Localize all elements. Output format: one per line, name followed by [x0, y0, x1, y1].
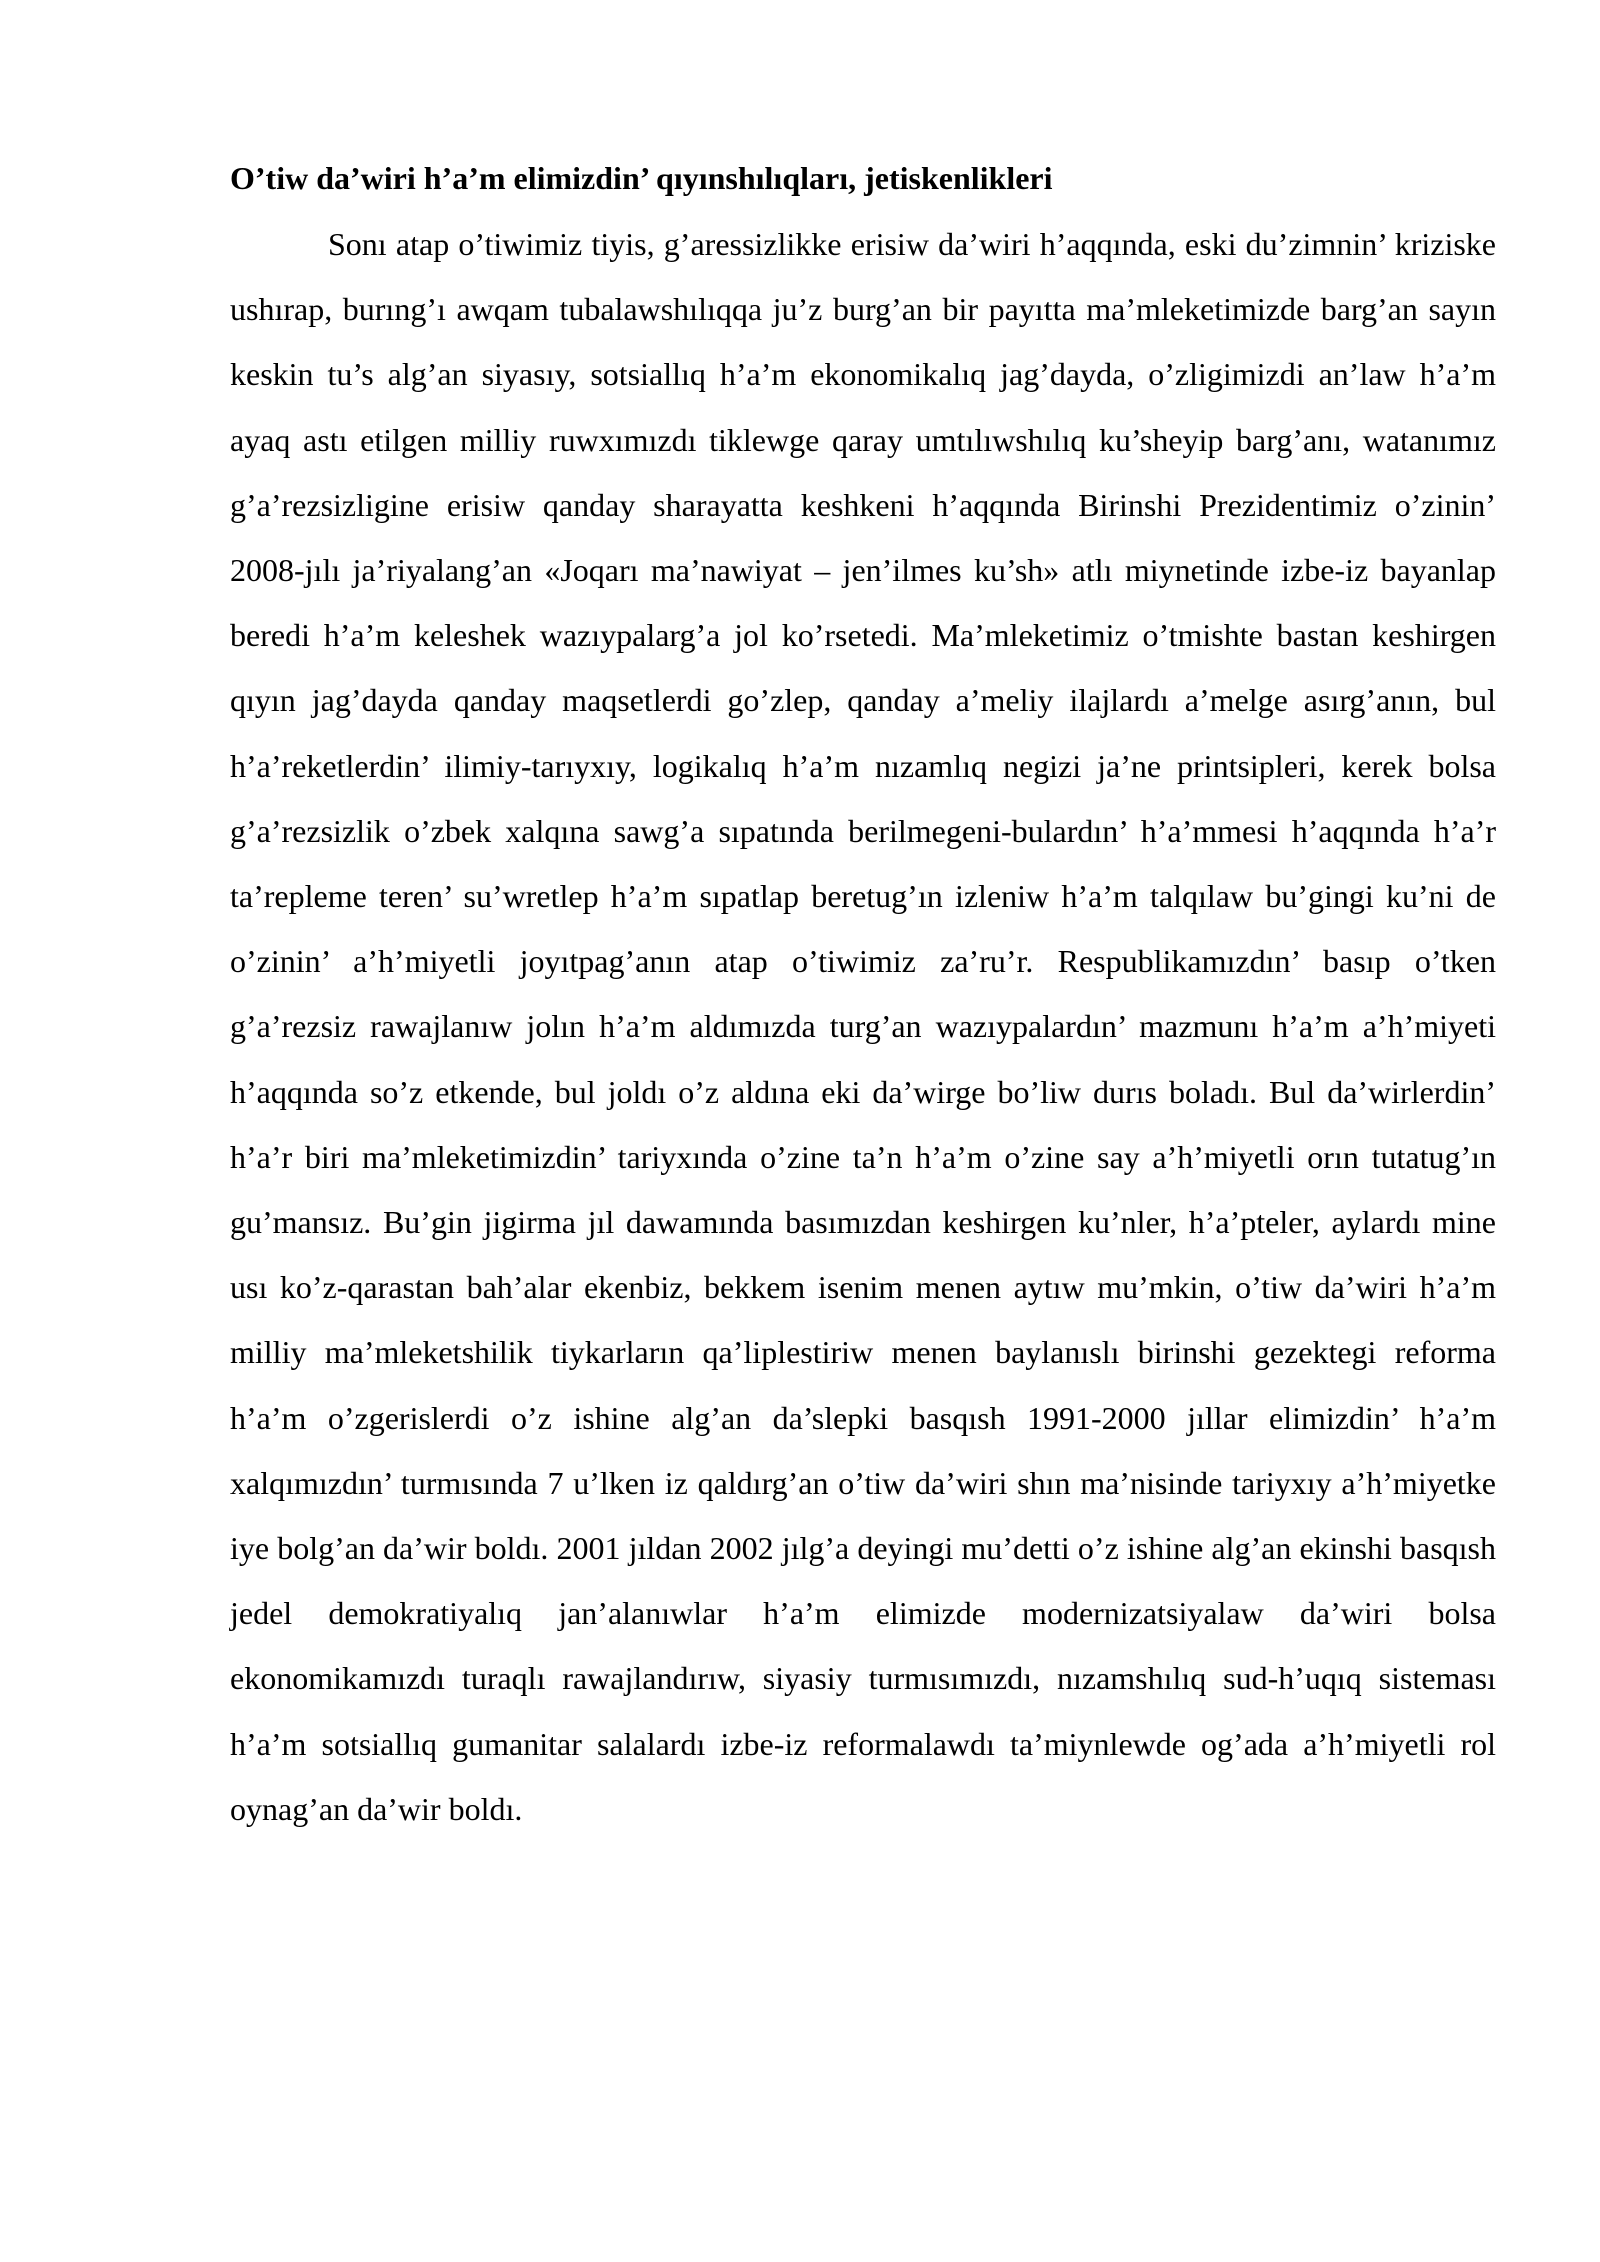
section-heading: O’tiw da’wiri h’a’m elimizdin’ qıyınshılıqları, jetiskenlikleri	[230, 160, 1053, 196]
body-paragraph: Sonı atap o’tiwimiz tiyis, g’aressizlikke erisiw da’wiri h’aqqında, eski du’zimnin’ kriziske ushırap, burıng’ı awqam tubalawshılıqqa ju’z burg’an bir payıtta ma’mleketimizde barg’an sayın keskin tu’s alg’an siyasıy, sotsiallıq h’a’m ekonomikalıq jag’dayda, o’zligimizdi an’law h’a’m ayaq astı etilgen milliy ruwxımızdı tiklewge qaray umtılıwshılıq ku’sheyip barg’anı, watanımız g’a’rezsizligine erisiw qanday sharayatta keshkeni h’aqqında Birinshi Prezidentimiz o’zinin’ 2008-jılı ja’riyalang’an «Joqarı ma’nawiyat – jen’ilmes ku’sh» atlı miynetinde izbe-iz bayanlap beredi h’a’m keleshek wazıypalarg’a jol ko’rsetedi. Ma’mleketimiz o’tmishte bastan keshirgen qıyın jag’dayda qanday maqsetlerdi go’zlep, qanday a’meliy ilajlardı a’melge asırg’anın, bul h’a’reketlerdin’ ilimiy-tarıyxıy, logikalıq h’a’m nızamlıq negizi ja’ne printsipleri, kerek bolsa g’a’rezsizlik o’zbek xalqına sawg’a sıpatında berilmegeni-bulardın’ h’a’mmesi h’aqqında h’a’r ta’repleme teren’ su’wretlep h’a’m sıpatlap beretug’ın izleniw h’a’m talqılaw bu’gingi ku’ni de o’zinin’ a’h’miyetli joyıtpag’anın atap o’tiwimiz za’ru’r. Respublikamızdın’ basıp o’tken g’a’rezsiz rawajlanıw jolın h’a’m aldımızda turg’an wazıypalardın’ mazmunı h’a’m a’h’miyeti h’aqqında so’z etkende, bul joldı o’z aldına eki da’wirge bo’liw durıs boladı. Bul da’wirlerdin’ h’a’r biri ma’mleketimizdin’ tariyxında o’zine ta’n h’a’m o’zine say a’h’miyetli orın tutatug’ın gu’mansız. Bu’gin jigirma jıl dawamında basımızdan keshirgen ku’nler, h’a’pteler, aylardı mine usı ko’z-qarastan bah’alar ekenbiz, bekkem isenim menen aytıw mu’mkin, o’tiw da’wiri h’a’m milliy ma’mleketshilik tiykarların qa’liplestiriw menen baylanıslı birinshi gezektegi reforma h’a’m o’zgerislerdi o’z ishine alg’an da’slepki basqısh 1991-2000 jıllar elimizdin’ h’a’m xalqımızdın’ turmısında 7 u’lken iz qaldırg’an o’tiw da’wiri shın ma’nisinde tariyxıy a’h’miyetke iye bolg’an da’wir boldı. 2001 jıldan 2002 jılg’a deyingi mu’detti o’z ishine alg’an ekinshi basqısh jedel demokratiyalıq jan’alanıwlar h’a’m elimizde modernizatsiyalaw da’wiri bolsa ekonomikamızdı turaqlı rawajlandırıw, siyasiy turmısımızdı, nızamshılıq sud-h’uqıq sisteması h’a’m sotsiallıq gumanitar salalardı izbe-iz reformalawdı ta’miynlewde og’ada a’h’miyetli rol oynag’an da’wir boldı.	[230, 226, 1496, 1827]
document-content	[230, 148, 1496, 1842]
